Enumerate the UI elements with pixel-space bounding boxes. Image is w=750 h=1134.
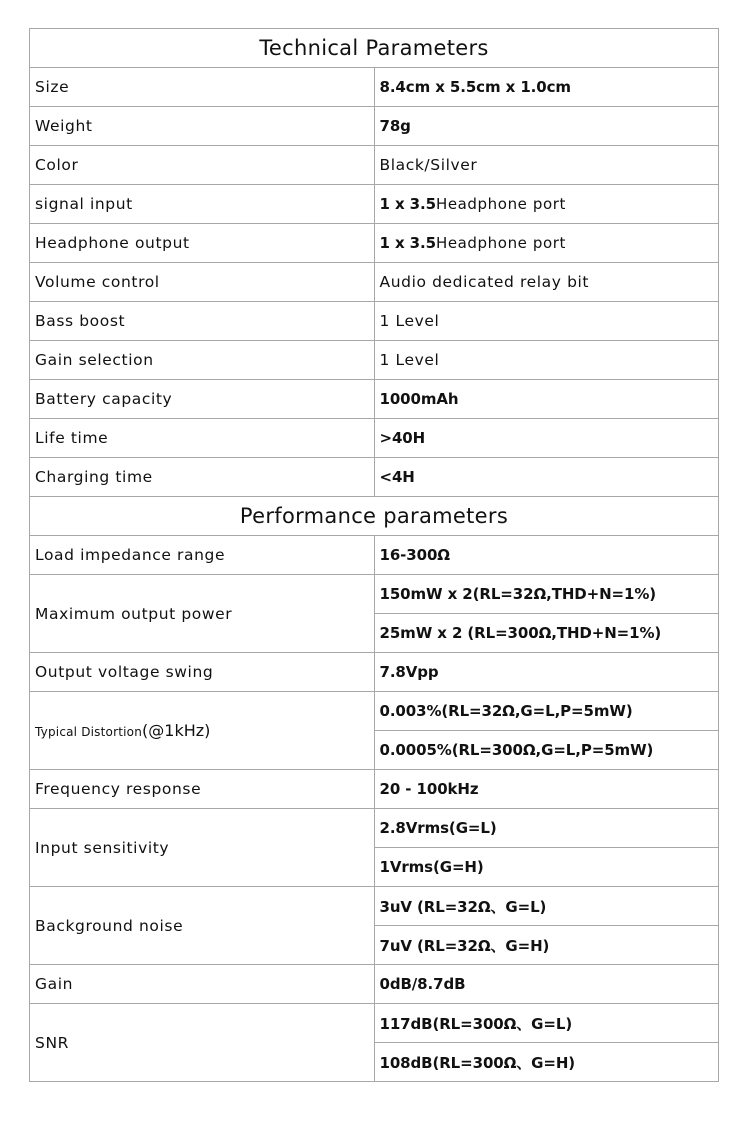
voltage-swing-value: 7.8Vpp: [374, 653, 719, 692]
technical-heading: Technical Parameters: [30, 29, 719, 68]
gain-selection-label: Gain selection: [30, 341, 375, 380]
max-output-value-300: 25mW x 2 (RL=300Ω,THD+N=1%): [374, 614, 719, 653]
noise-label: Background noise: [30, 887, 375, 965]
noise-value-high: 7uV (RL=32Ω、G=H): [374, 926, 719, 965]
jack-size: 1 x 3.5: [379, 195, 436, 213]
distortion-label: [30, 692, 375, 770]
table-row: [30, 575, 719, 614]
table-row: [30, 497, 719, 536]
snr-value-low: 117dB(RL=300Ω、G=L): [374, 1004, 719, 1043]
noise-value-low: 3uV (RL=32Ω、G=L): [374, 887, 719, 926]
snr-value-high: 108dB(RL=300Ω、G=H): [374, 1043, 719, 1082]
color-label: Color: [30, 146, 375, 185]
signal-input-label: signal input: [30, 185, 375, 224]
bass-boost-label: Bass boost: [30, 302, 375, 341]
distortion-label-suffix: (@1kHz): [142, 721, 211, 740]
volume-control-value: Audio dedicated relay bit: [374, 263, 719, 302]
distortion-value-300: 0.0005%(RL=300Ω,G=L,P=5mW): [374, 731, 719, 770]
weight-value: 78g: [374, 107, 719, 146]
table-row: [30, 341, 719, 380]
frequency-value: 20 - 100kHz: [374, 770, 719, 809]
table-row: [30, 107, 719, 146]
headphone-output-value: [374, 224, 719, 263]
table-row: [30, 185, 719, 224]
table-row: [30, 419, 719, 458]
table-row: [30, 302, 719, 341]
table-row: [30, 380, 719, 419]
table-row: [30, 692, 719, 731]
table-row: [30, 965, 719, 1004]
table-row: [30, 263, 719, 302]
table-row: [30, 458, 719, 497]
distortion-label-main: Typical Distortion: [35, 725, 143, 739]
charging-time-value: <4H: [374, 458, 719, 497]
life-time-label: Life time: [30, 419, 375, 458]
max-output-value-32: 150mW x 2(RL=32Ω,THD+N=1%): [374, 575, 719, 614]
table-row: [30, 809, 719, 848]
volume-control-label: Volume control: [30, 263, 375, 302]
frequency-label: Frequency response: [30, 770, 375, 809]
sensitivity-value-high: 1Vrms(G=H): [374, 848, 719, 887]
distortion-value-32: 0.003%(RL=32Ω,G=L,P=5mW): [374, 692, 719, 731]
headphone-output-label: Headphone output: [30, 224, 375, 263]
load-impedance-label: Load impedance range: [30, 536, 375, 575]
table-row: [30, 1004, 719, 1043]
battery-capacity-label: Battery capacity: [30, 380, 375, 419]
bass-boost-value: 1 Level: [374, 302, 719, 341]
jack-size: 1 x 3.5: [379, 234, 436, 252]
port-type: Headphone port: [435, 195, 567, 213]
table-row: [30, 146, 719, 185]
size-label: Size: [30, 68, 375, 107]
table-row: [30, 887, 719, 926]
gain-value: 0dB/8.7dB: [374, 965, 719, 1004]
snr-label: SNR: [30, 1004, 375, 1082]
sensitivity-value-low: 2.8Vrms(G=L): [374, 809, 719, 848]
table-row: [30, 536, 719, 575]
weight-label: Weight: [30, 107, 375, 146]
table-row: [30, 770, 719, 809]
life-time-value: >40H: [374, 419, 719, 458]
gain-selection-value: 1 Level: [374, 341, 719, 380]
performance-heading: Performance parameters: [30, 497, 719, 536]
signal-input-value: [374, 185, 719, 224]
port-type: Headphone port: [435, 234, 567, 252]
spec-table: [29, 28, 719, 1082]
table-row: [30, 224, 719, 263]
table-row: [30, 68, 719, 107]
table-row: [30, 653, 719, 692]
charging-time-label: Charging time: [30, 458, 375, 497]
size-value: 8.4cm x 5.5cm x 1.0cm: [374, 68, 719, 107]
max-output-label: Maximum output power: [30, 575, 375, 653]
battery-capacity-value: 1000mAh: [374, 380, 719, 419]
load-impedance-value: 16-300Ω: [374, 536, 719, 575]
table-row: [30, 29, 719, 68]
voltage-swing-label: Output voltage swing: [30, 653, 375, 692]
color-value: Black/Silver: [374, 146, 719, 185]
sensitivity-label: Input sensitivity: [30, 809, 375, 887]
gain-label: Gain: [30, 965, 375, 1004]
